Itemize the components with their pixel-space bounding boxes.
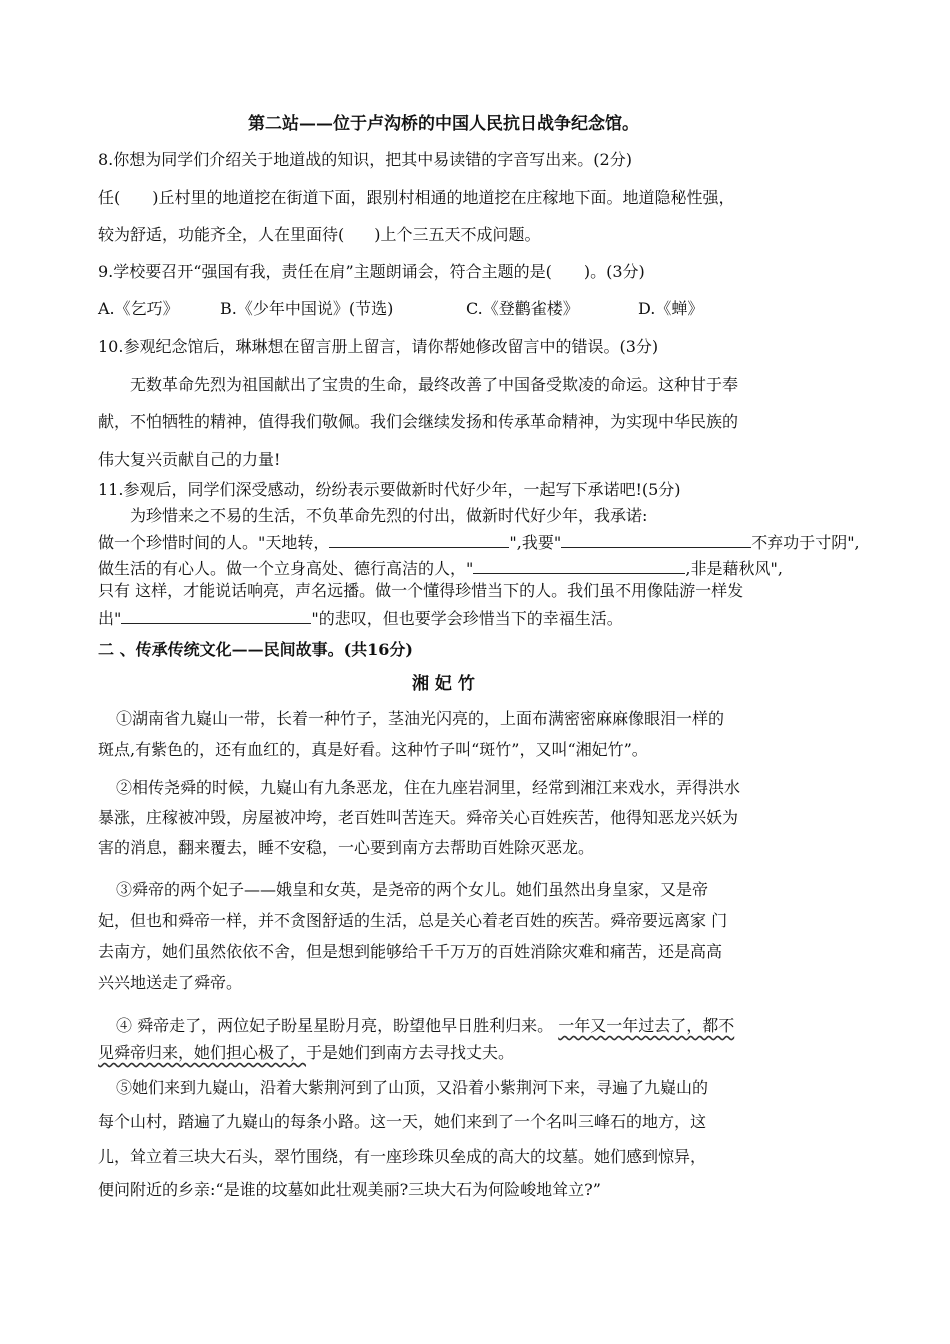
- answer-blank[interactable]: [329, 530, 509, 548]
- q9-option-b[interactable]: B.《少年中国说》(节选): [220, 299, 394, 318]
- answer-blank[interactable]: [473, 556, 685, 574]
- story-p1-line: ①湖南省九嶷山一带，长着一种竹子，茎油光闪亮的，上面布满密密麻麻像眼泪一样的: [116, 709, 725, 728]
- story-p5-line: 每个山村，踏遍了九嶷山的每条小路。这一天，她们来到了一个名叫三峰石的地方，这: [98, 1112, 707, 1131]
- q11-line-4: 出" "的悲叹，但也要学会珍惜当下的幸福生活。: [98, 606, 623, 629]
- q11-line-2: 做生活的有心人。做一个立身高处、德行高洁的人，" ,非是藉秋风",: [98, 556, 783, 579]
- story-p3-line: 妃，但也和舜帝一样，并不贪图舒适的生活，总是关心着老百姓的疾苦。舜帝要远离家 门: [98, 911, 728, 930]
- story-p4-line-1: ④ 舜帝走了，两位妃子盼星星盼月亮，盼望他早日胜利归来。 一年又一年过去了，都不: [116, 1016, 735, 1035]
- q9-option-a[interactable]: A.《乞巧》: [98, 299, 179, 318]
- story-p2-line: 暴涨，庄稼被冲毁，房屋被冲垮，老百姓叫苦连天。舜帝关心百姓疾苦，他得知恶龙兴妖为: [98, 808, 739, 827]
- story-p3-line: ③舜帝的两个妃子——娥皇和女英，是尧帝的两个女儿。她们虽然出身皇家，又是帝: [116, 880, 709, 899]
- q9-prompt: 9.学校要召开“强国有我，责任在肩”主题朗诵会，符合主题的是( )。(3分): [98, 262, 645, 281]
- story-p2-line: ②相传尧舜的时候，九嶷山有九条恶龙，住在九座岩洞里，经常到湘江来戏水，弄得洪水: [116, 778, 741, 797]
- story-p3-line: 兴兴地送走了舜帝。: [98, 973, 243, 992]
- q9-option-d[interactable]: D.《蝉》: [638, 299, 704, 318]
- q11-prompt: 11.参观后，同学们深受感动，纷纷表示要做新时代好少年，一起写下承诺吧!(5分): [98, 480, 681, 499]
- q11-line-1: 做一个珍惜时间的人。"天地转， ",我要" 不弃功于寸阴",: [98, 530, 860, 553]
- section-2-heading: 二 、传承传统文化——民间故事。(共16分): [98, 640, 413, 659]
- story-p1-line: 斑点,有紫色的，还有血红的，真是好看。这种竹子叫“斑竹”，又叫“湘妃竹”。: [98, 740, 648, 759]
- q10-text-line: 伟大复兴贡献自己的力量!: [98, 450, 281, 469]
- story-p3-line: 去南方，她们虽然依依不舍，但是想到能够给千千万万的百姓消除灾难和痛苦，还是高高: [98, 942, 723, 961]
- q11-line-3: 只有 这样，才能说话响亮，声名远播。做一个懂得珍惜当下的人。我们虽不用像陆游一样发: [98, 581, 744, 600]
- q10-text-line: 献，不怕牺牲的精神，值得我们敬佩。我们会继续发扬和传承革命精神，为实现中华民族的: [98, 412, 739, 431]
- story-p2-line: 害的消息，翻来覆去，睡不安稳，一心要到南方去帮助百姓除灭恶龙。: [98, 838, 595, 857]
- station-title: 第二站——位于卢沟桥的中国人民抗日战争纪念馆。: [248, 114, 639, 134]
- answer-blank[interactable]: [561, 530, 751, 548]
- q9-option-c[interactable]: C.《登鹳雀楼》: [466, 299, 579, 318]
- q8-prompt: 8.你想为同学们介绍关于地道战的知识，把其中易读错的字音写出来。(2分): [98, 150, 632, 169]
- q8-line-2: 较为舒适，功能齐全，人在里面待( )上个三五天不成问题。: [98, 225, 541, 244]
- answer-blank[interactable]: [121, 606, 311, 624]
- story-title: 湘 妃 竹: [412, 674, 475, 694]
- q10-prompt: 10.参观纪念馆后，琳琳想在留言册上留言，请你帮她修改留言中的错误。(3分): [98, 337, 659, 356]
- underlined-sentence: 见舜帝归来，她们担心极了，: [98, 1043, 307, 1062]
- story-p4-line-2: 见舜帝归来，她们担心极了，于是她们到南方去寻找丈夫。: [98, 1043, 515, 1062]
- story-p5-line: 便问附近的乡亲:“是谁的坟墓如此壮观美丽?三块大石为何险峻地耸立?”: [98, 1180, 601, 1199]
- q11-intro: 为珍惜来之不易的生活，不负革命先烈的付出，做新时代好少年，我承诺:: [130, 506, 648, 525]
- underlined-sentence: 一年又一年过去了，都不: [558, 1016, 735, 1035]
- story-p5-line: 儿，耸立着三块大石头，翠竹围绕，有一座珍珠贝垒成的高大的坟墓。她们感到惊异，: [98, 1147, 707, 1166]
- q8-line-1: 任( )丘村里的地道挖在街道下面，跟别村相通的地道挖在庄稼地下面。地道隐秘性强，: [98, 188, 735, 207]
- story-p5-line: ⑤她们来到九嶷山，沿着大紫荆河到了山顶，又沿着小紫荆河下来，寻遍了九嶷山的: [116, 1078, 709, 1097]
- q10-text-line: 无数革命先烈为祖国献出了宝贵的生命，最终改善了中国备受欺凌的命运。这种甘于奉: [130, 375, 739, 394]
